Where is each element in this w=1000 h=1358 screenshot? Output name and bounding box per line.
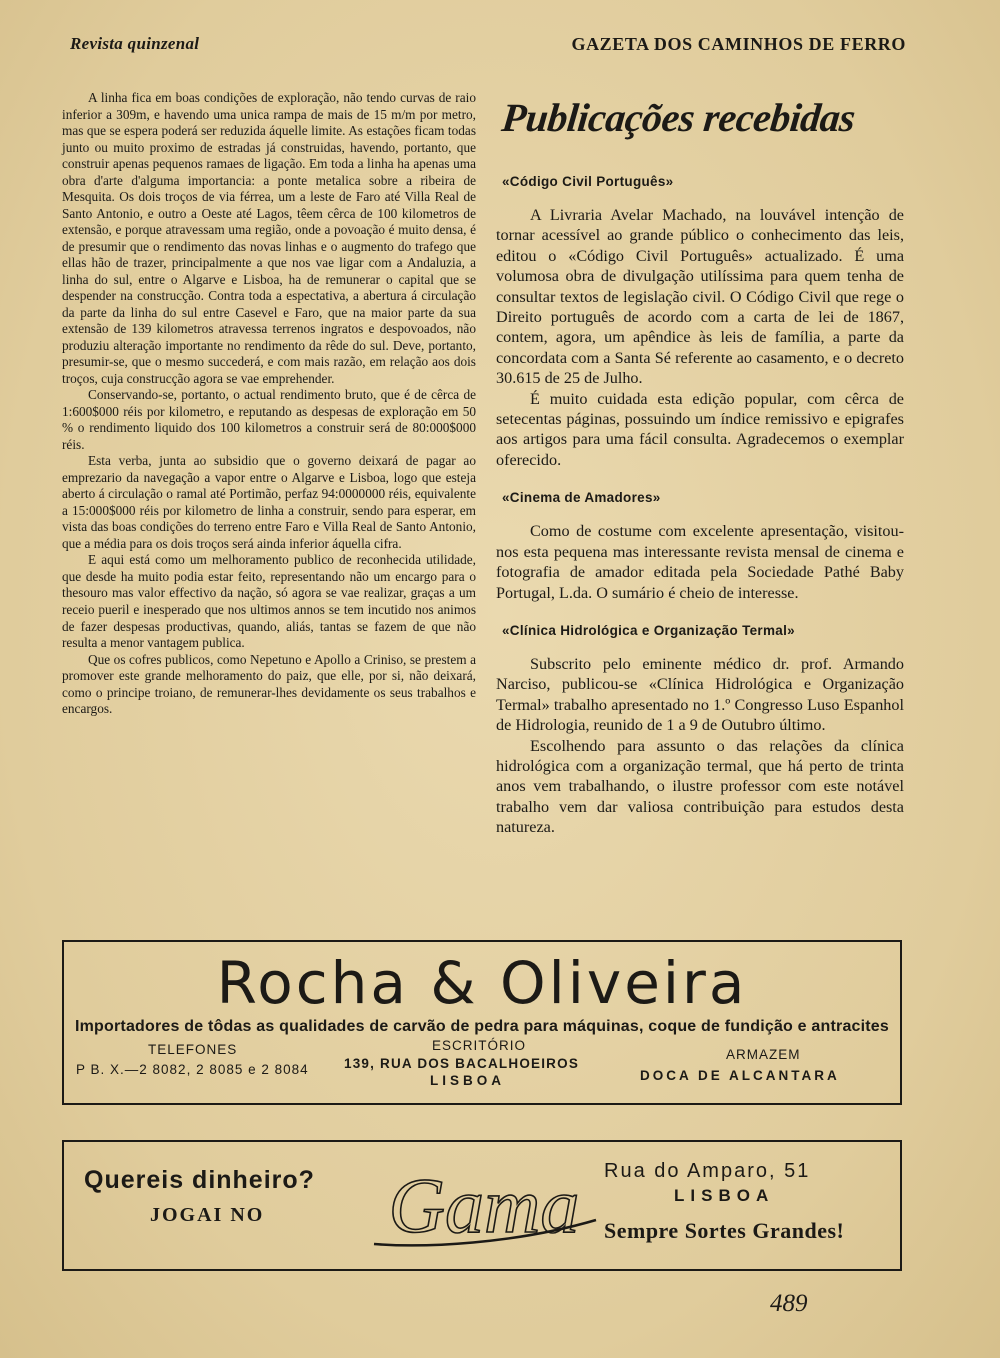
escritorio-city: LISBOA xyxy=(430,1073,506,1088)
section-title: Publicações recebidas xyxy=(499,95,858,140)
armazem-label: ARMAZEM xyxy=(726,1047,801,1062)
left-paragraph-4: E aqui está como um melhoramento publico de reconhecida utilidade, que desde ha muito podia estar feito, representando não um encargo para o thesouro mas valor effectivo da nação, só agora se vae realizar, graças a um receio pueril e inesperado que nos ultimos annos se tem incutido nos animos de fazer despesas productivas, quando, aliás, tantas se fazem de que não resulta a menor vantagem publica. xyxy=(62,552,476,651)
telefones-numbers: P B. X.—2 8082, 2 8085 e 2 8084 xyxy=(76,1062,309,1077)
running-header-left: Revista quinzenal xyxy=(70,34,200,53)
left-paragraph-2: Conservando-se, portanto, o actual rendimento bruto, que é de cêrca de 1:600$000 réis por kilometro, e reputando as despesas de exploração em 50 % o rendimento liquido dos 100 kilometros a construir será de 80:000$000 réis. xyxy=(62,387,476,452)
codigo-civil-paragraph-2: É muito cuidada esta edição popular, com cêrca de setecentas páginas, possuindo um índice remissivo e epigrafes aos artigos para uma fácil consulta. Agradecemos o exemplar oferecido. xyxy=(496,389,904,469)
advertiser-name: Rocha & Oliveira xyxy=(216,949,748,1017)
heading-codigo-civil: «Código Civil Português» xyxy=(502,174,674,189)
armazem-address: DOCA DE ALCANTARA xyxy=(640,1068,840,1083)
left-paragraph-3: Esta verba, junta ao subsidio que o governo deixará de pagar ao emprezario da navegação a vapor entre o Algarve e Lisboa, logo que esteja aberto á circulação o ramal até Portimão, perfaz 94:0000000 réis, equivalente a 15:000$000 réis por kilometro de linha a construir, sendo para esperar, em vista das boas condições do terreno entre Faro e Villa Real de Santo Antonio, que a média para os dois troços será ainda inferior áquella cifra. xyxy=(62,453,476,551)
rocha-oliveira-advertisement xyxy=(62,940,902,1105)
ad-city: LISBOA xyxy=(674,1186,775,1205)
left-paragraph-1: A linha fica em boas condições de exploração, não tendo curvas de raio inferior a 309m, e havendo uma unica rampa de mais de 15 m/m por metro, mas que se espera poderá ser reduzida áquelle limite. As estações ficam todas junto ou muito proximo de estradas já construidas, havendo, portanto, que construir apenas pequenos ramaes de ligação. Em toda a linha ha apenas uma obra d'arte d'alguma importancia: a ponte metalica sobre a ribeira de Mesquita. Os dois troços de via férrea, um a leste de Faro até Villa Real de Santo Antonio, e outro a Oeste até Lagos, têem cêrca de 100 kilometros de extensão, e porque atravessam uma região, onde a povoação é muito densa, é de presumir que o rendimento das novas linhas e o augmento do trafego que ellas hão de trazer, principalmente a que nos vae ligar com a Andaluzia, a linha do sul, entre o Algarve e Lisboa, ha de remunerar o capital que se despender na construcção. Contra toda a espectativa, a abertura á circulação da parte da linha do sul entre Casevel e Faro, que na maior parte da sua extensão de 139 kilometros atravessa terrenos ingratos e despovoados, não produziu alteração importante no rendimento da rêde do sul. Deve, portanto, presumir-se, que o mesmo succederá, e com mais razão, em relação aos dois troços, cuja construcção agora se vae emprehender. xyxy=(62,90,476,386)
ad-address: Rua do Amparo, 51 xyxy=(604,1160,811,1182)
gama-logo xyxy=(364,1148,604,1258)
codigo-civil-paragraph-1: A Livraria Avelar Machado, na louvável intenção de tornar acessível ao grande público o conhecimento das leis, editou o «Código Civil Português» actualizado. É uma volumosa obra de divulgação utilíssima para quem tenha de consultar textos de legislação civil. O Código Civil que rege o Direito português de acordo com a carta de lei de 1867, contem, agora, um apêndice às leis de família, a parte da concordata com a Santa Sé referente ao casamento, e o decreto 30.615 de 25 de Julho. xyxy=(496,206,904,388)
escritorio-address: 139, RUA DOS BACALHOEIROS xyxy=(344,1056,580,1071)
heading-clinica-hidrologica: «Clínica Hidrológica e Organização Termal» xyxy=(502,622,795,638)
gama-logo-text: Gama xyxy=(388,1162,580,1249)
escritorio-label: ESCRITÓRIO xyxy=(432,1038,527,1053)
telefones-label: TELEFONES xyxy=(148,1042,238,1057)
heading-cinema-amadores: «Cinema de Amadores» xyxy=(502,490,661,506)
ad-question: Quereis dinheiro? xyxy=(84,1166,315,1194)
cinema-paragraph-1: Como de costume com excelente apresentação, visitou-nos esta pequena mas interessante revista mensal de cinema e fotografia de amador editada pela Sociedade Pathé Baby Portugal, L.da. O sumário é cheio de interesse. xyxy=(496,522,904,602)
ad-play-prompt: JOGAI NO xyxy=(150,1204,265,1226)
publicacoes-column xyxy=(496,96,904,838)
page-number: 489 xyxy=(770,1290,808,1317)
ad-slogan: Sempre Sortes Grandes! xyxy=(604,1218,845,1243)
gama-advertisement xyxy=(62,1140,902,1271)
running-header-right: GAZETA DOS CAMINHOS DE FERRO xyxy=(571,34,906,54)
advertiser-tagline: Importadores de tôdas as qualidades de carvão de pedra para máquinas, coque de fundição e antracites xyxy=(74,1018,890,1035)
left-paragraph-5: Que os cofres publicos, como Nepetuno e Apollo a Criniso, se prestem a promover este grande melhoramento do paiz, que elle, por si, não deixará, como o principe troiano, de remunerar-lhes devidamente os seus trabalhos e encargos. xyxy=(62,651,476,717)
article-left-column xyxy=(62,90,476,718)
clinica-paragraph-2: Escolhendo para assunto o das relações da clínica hidrológica com a organização termal, que há perto de trinta anos vem trabalhando, o ilustre professor com este notável trabalho vem dar valiosa contribuição para estudos desta natureza. xyxy=(496,736,904,837)
clinica-paragraph-1: Subscrito pelo eminente médico dr. prof. Armando Narciso, publicou-se «Clínica Hidrológica e Organização Termal» trabalho apresentado no 1.º Congresso Luso Espanhol de Hidrologia, reunido de 1 a 9 de Outubro último. xyxy=(496,654,904,735)
